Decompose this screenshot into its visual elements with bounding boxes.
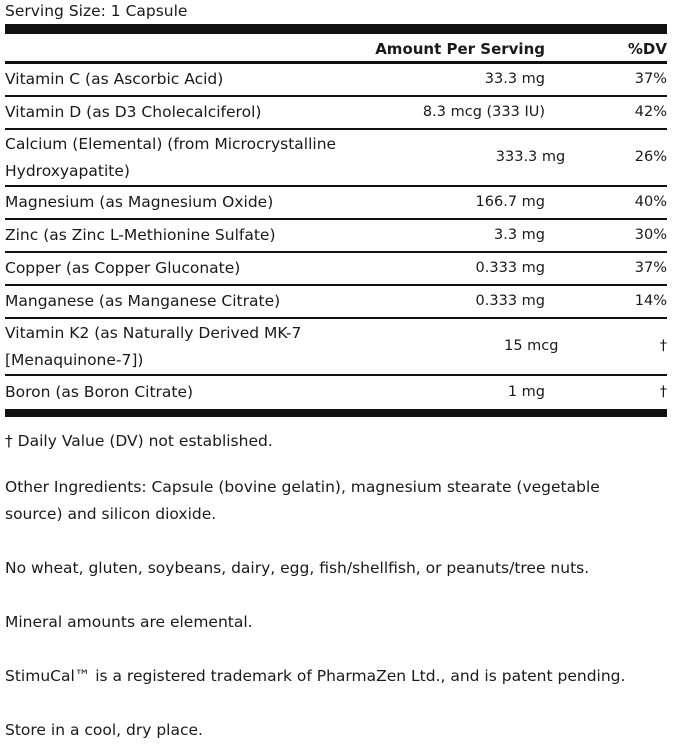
nutrient-dv: 42% bbox=[634, 104, 667, 120]
nutrient-dv: 40% bbox=[634, 194, 667, 210]
dv-footnote: † Daily Value (DV) not established. bbox=[5, 432, 273, 450]
nutrient-name: Calcium (Elemental) (from Microcrystalline Hydroxyapatite) bbox=[5, 134, 337, 180]
nutrient-name: Vitamin K2 (as Naturally Derived MK-7 [Menaquinone-7]) bbox=[5, 323, 302, 369]
nutrient-name: Copper (as Copper Gluconate) bbox=[5, 259, 241, 277]
serving-size: Serving Size: 1 Capsule bbox=[5, 2, 188, 20]
supplement-facts-table bbox=[5, 24, 667, 417]
nutrient-name: Boron (as Boron Citrate) bbox=[5, 383, 194, 401]
table-row bbox=[5, 220, 667, 253]
table-row bbox=[5, 286, 667, 319]
table-header bbox=[5, 34, 667, 64]
mineral-note: Mineral amounts are elemental. bbox=[5, 613, 253, 631]
nutrient-dv: † bbox=[659, 384, 667, 400]
table-row bbox=[5, 376, 667, 409]
nutrient-dv: † bbox=[659, 338, 667, 354]
nutrient-dv: 30% bbox=[634, 227, 667, 243]
nutrient-amount: 333.3 mg bbox=[495, 149, 566, 165]
nutrient-dv: 37% bbox=[634, 260, 667, 276]
trademark-note: StimuCal™ is a registered trademark of PharmaZen Ltd., and is patent pending. bbox=[5, 667, 626, 685]
table-row bbox=[5, 64, 667, 97]
nutrient-dv: 14% bbox=[634, 293, 667, 309]
nutrient-amount: 8.3 mcg (333 IU) bbox=[422, 104, 545, 120]
nutrient-name: Vitamin C (as Ascorbic Acid) bbox=[5, 70, 224, 88]
other-ingredients: Other Ingredients: Capsule (bovine gelatin), magnesium stearate (vegetable source) and silicon dioxide. bbox=[5, 478, 600, 523]
nutrient-amount: 3.3 mg bbox=[494, 227, 545, 243]
nutrient-amount: 1 mg bbox=[507, 384, 545, 400]
table-row bbox=[5, 187, 667, 220]
table-row bbox=[5, 319, 667, 376]
allergen-statement: No wheat, gluten, soybeans, dairy, egg, fish/shellfish, or peanuts/tree nuts. bbox=[5, 559, 590, 577]
header-amount: Amount Per Serving bbox=[375, 39, 545, 58]
table-row bbox=[5, 97, 667, 130]
table-row bbox=[5, 253, 667, 286]
table-row bbox=[5, 130, 667, 187]
nutrient-name: Zinc (as Zinc L-Methionine Sulfate) bbox=[5, 226, 276, 244]
nutrient-name: Vitamin D (as D3 Cholecalciferol) bbox=[5, 103, 262, 121]
nutrient-amount: 33.3 mg bbox=[484, 71, 545, 87]
nutrient-dv: 26% bbox=[634, 149, 667, 165]
storage-note: Store in a cool, dry place. bbox=[5, 721, 203, 739]
nutrient-amount: 15 mcg bbox=[504, 338, 559, 354]
nutrient-dv: 37% bbox=[634, 71, 667, 87]
nutrient-name: Magnesium (as Magnesium Oxide) bbox=[5, 193, 274, 211]
nutrient-amount: 166.7 mg bbox=[475, 194, 545, 210]
header-dv: %DV bbox=[627, 39, 667, 58]
nutrient-amount: 0.333 mg bbox=[475, 260, 545, 276]
nutrient-amount: 0.333 mg bbox=[475, 293, 545, 309]
nutrient-name: Manganese (as Manganese Citrate) bbox=[5, 292, 281, 310]
